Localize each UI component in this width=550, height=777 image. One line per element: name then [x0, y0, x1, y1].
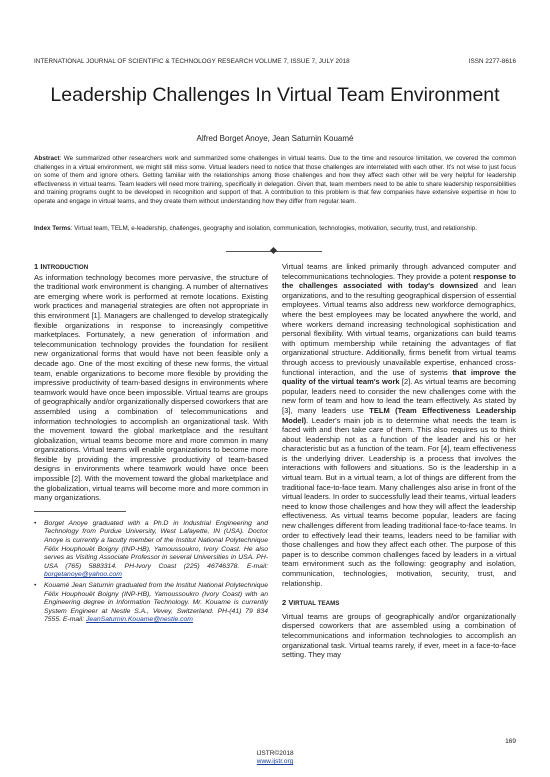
heading-num: 2 V	[282, 598, 294, 608]
bold-run: that improve the quality of the virtual team's work	[282, 367, 516, 387]
abstract-text: : We summarized other researchers work and summarized some challenges in virtual teams. Due to the time and resource limitation, we covered the common challenges in a virtual environment, we might still miss some. Virtual leaders need to notice that those challenges are interrelated with each other. It's not wise to just focus on some of them and ignore others. Getting familiar with the relationships among those challenges and how they affect each other will be very helpful for leadership effectiveness in virtual teams. Team leaders will need more training, specifically in delegation. Given that, team members need to be able to share leadership responsibilities and training programs ought to be developed in recognition and support of that. A contribution to this problem is that few companies have extensive expertise in how to operate and engage in virtual teams, and they create them without understanding how they differ from regular team.	[34, 155, 516, 205]
heading-rest: IRTUAL TEAMS	[293, 600, 340, 608]
index-terms	[34, 225, 516, 234]
abstract	[34, 155, 516, 206]
section-heading-introduction	[34, 262, 268, 273]
email-link[interactable]: borgetanoye@yahoo.com	[44, 571, 122, 579]
footnote-rule	[34, 511, 126, 512]
section-heading-virtual-teams	[282, 598, 516, 609]
intro-paragraph: As information technology becomes more pervasive, the structure of the traditional work environment is changing. A number of alternatives are emerging where work is performed at remote locations. Existing work practices and managerial strategies are often not appropriate in this environment [1]. Managers are challenged to develop strategically flexible organizations in response to increasingly competitive marketplaces. Fortunately, a new generation of information and telecommunication technology provides the foundation for resilient new organizational forms that would have not been feasible only a decade ago. One of the most exciting of these new forms, the virtual team, enable organizations to become more flexible by providing the impressive productivity of team-based designs in environments where teamwork would have once been impossible. Virtual teams are groups of geographically and/or organizationally dispersed coworkers that are assembled using a combination of telecommunications and information technologies to accomplish an organizational task. With the movement toward the global marketplace and the resultant globalization, virtual teams become more and more common in many organizations. Virtual teams will enable organizations to become more flexible by providing the impressive productivity of team-based designs in environments where teamwork would have once been impossible [2]. With the movement toward the global marketplace and the globalization, virtual teams will become more and more common in many organizations.	[34, 272, 268, 503]
journal-name: INTERNATIONAL JOURNAL OF SCIENTIFIC & TECHNOLOGY RESEARCH VOLUME 7, ISSUE 7, JULY 2018	[34, 58, 350, 65]
abstract-label: Abstract	[34, 155, 60, 162]
issn: ISSN 2277-8616	[468, 58, 516, 65]
authors: Alfred Borget Anoye, Jean Saturnin Kouamé	[196, 134, 354, 143]
email-link[interactable]: JeanSaturnin.Kouame@nestle.com	[85, 616, 193, 624]
bold-run: TELM (Team Effectiveness Leadership Model)	[282, 405, 516, 425]
heading-num: 1 I	[34, 262, 43, 271]
footnote-author-2	[34, 582, 268, 625]
section2-paragraph: Virtual teams are groups of geographically and/or organizationally dispersed coworkers that are assembled using a combination of telecommunications and information technologies to accomplish an organizational task. Virtual teams rarely, if ever, meet in a face-to-face setting. They may	[282, 611, 516, 660]
text-run: Virtual teams are linked primarily through advanced computer and telecommunications technologies. They provide a potent	[282, 262, 516, 281]
page-number: 169	[505, 738, 516, 745]
page-footer	[0, 750, 550, 766]
copyright: IJSTR©2018	[256, 750, 294, 757]
running-header	[34, 58, 516, 68]
heading-rest: NTRODUCTION	[42, 264, 89, 271]
footnote-text: Borget Anoye graduated with a Ph.D in Industrial Engineering and Technology from Purdue University, West Lafayette, IN (USA). Doctor Anoye is currently a faculty member of the Institut National Polytechnique Félix Houphouët Boigny (INP-HB), Yamoussoukro, Ivory Coast. He also serves as Visiting Associate Professor in several Universities in USA. PH-USA (765) 5883314. PH-Ivory Coast (225) 46746378. E-mail:	[44, 519, 268, 570]
virtual-teams-paragraph	[282, 262, 516, 588]
paper-title: Leadership Challenges In Virtual Team Environment	[50, 84, 500, 106]
diamond-ornament-icon	[270, 247, 277, 254]
left-column	[34, 262, 268, 627]
footnote-author-1	[34, 520, 268, 580]
index-terms-label: Index Terms	[34, 225, 71, 232]
text-run: [2]. As virtual teams are becoming popular, leaders need to consider the new challenges come with the new form of team and how to lead the team effectively. As stated by [3], many leaders use	[282, 377, 516, 415]
footnote-text: Kouamé Jean Saturnin graduated from the Institut National Polytechnique Félix Houphouët Boigny (INP-HB), Yamoussoukro (Ivory Coast) with an Engineering degree in Information Technology. Mr. Kouame is currently System Engineer at Nestle S.A., Vevey, Switzerland. PH-(41) 79 834 7555. E-mail:	[44, 582, 268, 624]
index-terms-text: : Virtual team, TELM, e-leadership, challenges, geography and isolation, communication, technologies, motivation, security, trust, and relationship.	[70, 225, 478, 232]
right-column	[282, 262, 516, 660]
journal-url-link[interactable]: www.ijstr.org	[256, 758, 294, 765]
bullet-icon: •	[34, 519, 37, 527]
bold-run: response to the challenges associated with today's downsized	[282, 271, 517, 291]
bullet-icon: •	[34, 582, 37, 589]
text-run: . Leader's main job is to determine what needs the team is faced with and then take care of them. This also requires us to think about leadership not as a function of the leader and his or her characteristic but as a function of the team. For [4], team effectiveness is the underlying driver. Leadership is a process that involves the interactions with followers and situations. So is the leadership in a virtual team. But in a virtual team, a lot of things are different from the traditional face-to-face team. Many challenges also arise in front of the virtual leaders. In order to successfully lead their teams, virtual leaders need to know those challenges and how they will affect the leadership effectiveness. As virtual teams become popular, leaders are facing new challenges different from leading traditional face-to-face teams. In order to effectively lead their teams, leaders need to be familiar with those challenges and how they affect each other. The purpose of this paper is to describe common challenges faced by leaders in a virtual team environment such as the following: geography and isolation, communication, technologies, motivation, security, trust, and relationship.	[282, 415, 516, 588]
text-run: and lean organizations, and to the resulting geographical dispersion of essential employees. Virtual teams also address new workforce demographics, where the best employees may be located anywhere the world, and where workers demand increasing technological sophistication and personal flexibility. With virtual teams, organizations can build teams with optimum membership while retaining the advantages of flat organizational structure. Additionally, firms benefit from virtual teams through access to previously unavailable expertise, enhanced cross-functional interaction, and the use of systems	[282, 281, 516, 377]
